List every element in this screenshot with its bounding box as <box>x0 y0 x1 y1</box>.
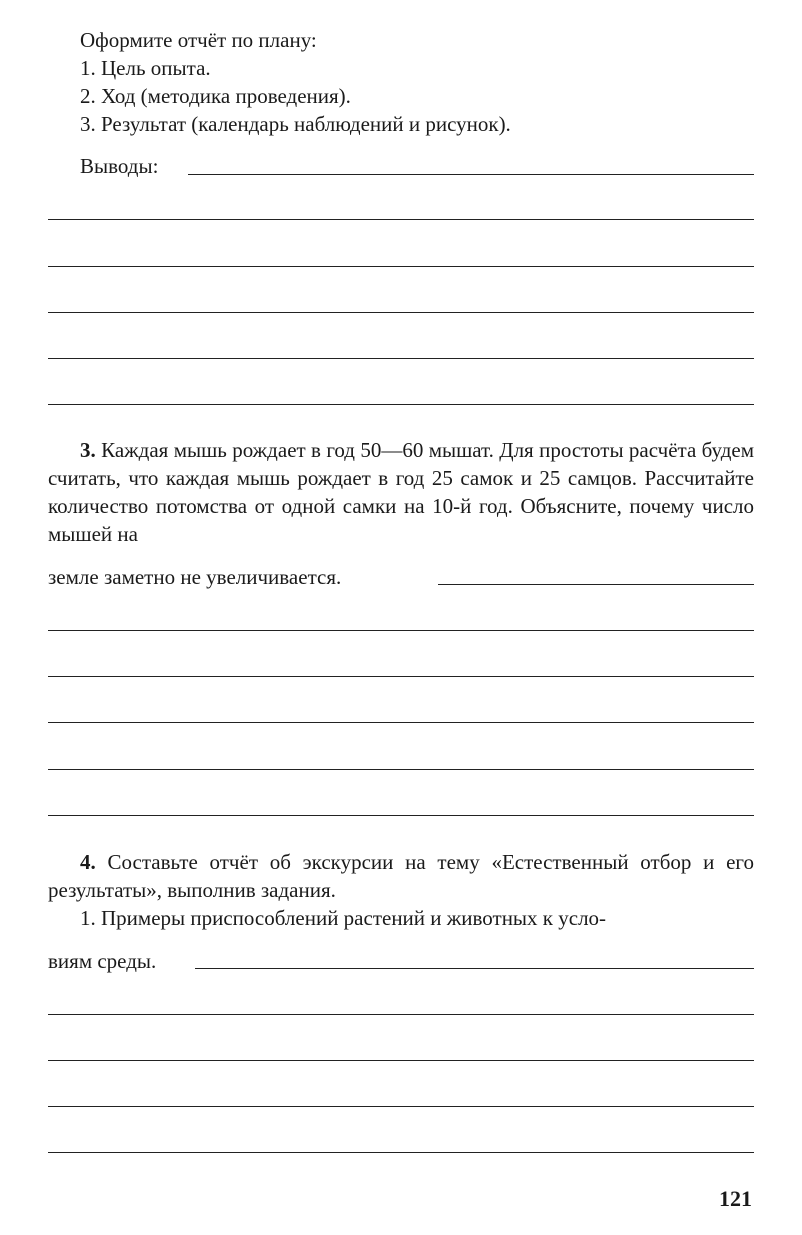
conclusions-answer-line[interactable] <box>48 312 754 313</box>
task-4-answer-line[interactable] <box>48 1060 754 1061</box>
task-4-answer-line[interactable] <box>48 1152 754 1153</box>
task-3-answer-line[interactable] <box>48 722 754 723</box>
task-3-answer-line[interactable] <box>48 769 754 770</box>
task-4-answer-line[interactable] <box>48 1106 754 1107</box>
task-3-last-line: земле заметно не увеличивается. <box>48 565 342 589</box>
conclusions-answer-line[interactable] <box>48 219 754 220</box>
task-3-answer-line[interactable] <box>438 584 754 585</box>
task-3-answer-line[interactable] <box>48 676 754 677</box>
task-4-answer-line[interactable] <box>195 968 754 969</box>
conclusions-answer-line[interactable] <box>48 266 754 267</box>
task-3-answer-line[interactable] <box>48 630 754 631</box>
plan-item-procedure: 2. Ход (методика проведения). <box>80 84 351 108</box>
task-3-body: Каждая мышь рождает в год 50—60 мышат. Для простоты расчёта будем считать, что каждая мышь рождает в год 25 самок и 25 самцов. Рассчитайте количество потомства от одной самки на 10-й год. Объясните, почему число мышей на <box>48 438 754 546</box>
task-4-body: Составьте отчёт об экскурсии на тему «Естественный отбор и его результаты», выполнив задания. <box>48 850 755 902</box>
task-4-subtask-1: 1. Примеры приспособлений растений и животных к усло- <box>80 906 607 930</box>
task-4-answer-line[interactable] <box>48 1014 754 1015</box>
conclusions-label: Выводы: <box>80 154 159 178</box>
plan-item-result: 3. Результат (календарь наблюдений и рисунок). <box>80 112 511 136</box>
plan-item-goal: 1. Цель опыта. <box>80 56 211 80</box>
task-3-answer-line[interactable] <box>48 815 754 816</box>
task-4-text <box>48 848 754 904</box>
report-plan-heading: Оформите отчёт по плану: <box>80 28 317 52</box>
task-3-number: 3. <box>80 438 96 462</box>
conclusions-answer-line[interactable] <box>188 174 754 175</box>
page-number: 121 <box>719 1186 752 1211</box>
task-4-subtask-1-last-line: виям среды. <box>48 949 157 973</box>
conclusions-answer-line[interactable] <box>48 358 754 359</box>
conclusions-answer-line[interactable] <box>48 404 754 405</box>
task-4-number: 4. <box>80 850 96 874</box>
task-3-text <box>48 436 754 548</box>
